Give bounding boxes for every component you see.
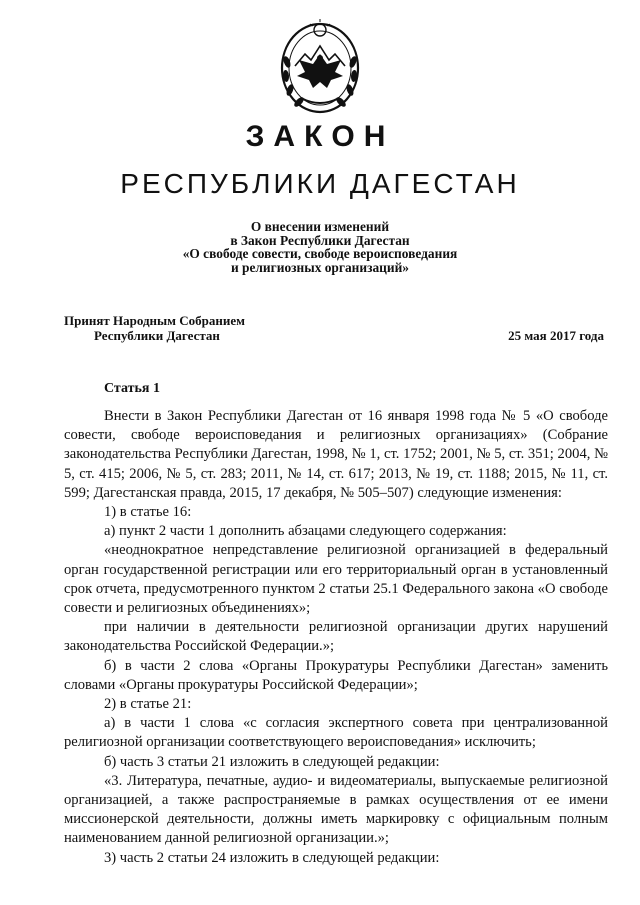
subtitle-line: в Закон Республики Дагестан	[230, 232, 410, 248]
subtitle-line: О внесении изменений	[250, 219, 390, 234]
law-subtitle	[0, 220, 640, 274]
paragraph: а) пункт 2 части 1 дополнить абзацами следующего содержания:	[104, 523, 507, 540]
paragraph: 3) часть 2 статьи 24 изложить в следующей редакции:	[104, 849, 440, 866]
adoption-date: 25 мая 2017 года	[508, 328, 604, 343]
law-title: ЗАКОН	[245, 120, 395, 153]
paragraph: а) в части 1 слова «с согласия экспертного совета при централизованной религиозной организации соответствующего вероисповедания» исключить;	[64, 715, 608, 751]
paragraph: 2) в статье 21:	[104, 696, 192, 713]
adoption-block	[64, 313, 245, 343]
paragraph: 1) в статье 16:	[104, 504, 192, 521]
subtitle-line: и религиозных организаций»	[230, 259, 410, 275]
adoption-line-2: Республики Дагестан	[94, 328, 220, 343]
paragraph: б) часть 3 статьи 21 изложить в следующей редакции:	[104, 753, 440, 770]
paragraph: «3. Литература, печатные, аудио- и видеоматериалы, выпускаемые религиозной организацией, а также распространяемые в рамках осуществления от ее имени миссионерской деятельности, должны иметь маркировку с официальным полным наименованием данной религиозной организации.»;	[64, 772, 608, 847]
dagestan-coat-of-arms-icon	[277, 16, 363, 116]
paragraph: Внести в Закон Республики Дагестан от 16 января 1998 года № 5 «О свободе совести, свободе вероисповедания и религиозных организациях» (Собрание законодательства Республики Дагестан, 1998, № 1, ст. 1752; 2001, № 5, ст. 351; 2004, № 5, ст. 415; 2006, № 5, ст. 283; 2011, № 14, ст. 617; 2013, № 19, ст. 1188; 2015, № 11, ст. 599; Дагестанская правда, 2015, 17 декабря, № 505–507) следующие изменения:	[64, 408, 608, 501]
adoption-line-1: Принят Народным Собранием	[64, 313, 246, 328]
paragraph: при наличии в деятельности религиозной организации других нарушений законодательства Российской Федерации.»;	[64, 619, 608, 655]
paragraph: «неоднократное непредставление религиозной организацией в федеральный орган государственной регистрации или его территориальный орган в установленный срок отчета, предусмотренного пунктом 2 статьи 25.1 Федерального закона «О свободе совести и религиозных объединениях»;	[64, 542, 608, 617]
republic-title: РЕСПУБЛИКИ ДАГЕСТАН	[120, 168, 520, 199]
article-body	[64, 407, 608, 868]
paragraph: б) в части 2 слова «Органы Прокуратуры Республики Дагестан» заменить словами «Органы прокуратуры Российской Федерации»;	[64, 657, 608, 693]
subtitle-line: «О свободе совести, свободе вероисповедания	[182, 246, 458, 262]
article-heading: Статья 1	[104, 381, 160, 396]
